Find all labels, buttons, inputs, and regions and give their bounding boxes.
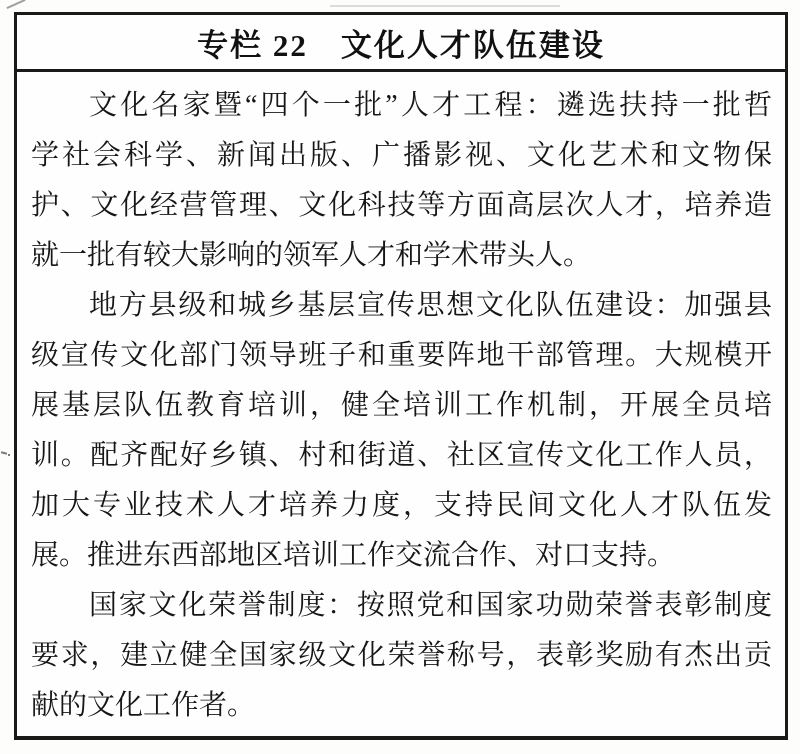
scan-artifact-left-mark [1, 449, 12, 457]
body-line: 献的文化工作者。 [31, 690, 256, 721]
body-line: 就一批有较大影响的领军人才和学术带头人。 [31, 240, 592, 271]
body-line: 国家文化荣誉制度：按照党和国家功勋荣誉表彰制度 [89, 590, 772, 621]
body-line: 展基层队伍教育培训，健全培训工作机制，开展全员培 [31, 390, 772, 421]
body-line: 展。推进东西部地区培训工作交流合作、对口支持。 [31, 540, 676, 571]
body-line: 文化名家暨“四个一批”人才工程：遴选扶持一批哲 [89, 90, 772, 121]
body-line: 护、文化经营管理、文化科技等方面高层次人才，培养造 [31, 190, 772, 221]
body-line: 训。配齐配好乡镇、村和街道、社区宣传文化工作人员， [31, 440, 772, 471]
feature-box-panel [14, 12, 788, 740]
body-line: 学社会科学、新闻出版、广播影视、文化艺术和文物保 [31, 140, 772, 171]
panel-title: 专栏 22 文化人才队伍建设 [17, 15, 785, 72]
body-line: 加大专业技术人才培养力度，支持民间文化人才队伍发 [31, 490, 772, 521]
body-line: 地方县级和城乡基层宣传思想文化队伍建设：加强县 [89, 290, 772, 321]
body-line: 要求，建立健全国家级文化荣誉称号，表彰奖励有杰出贡 [31, 640, 772, 671]
scan-artifact-top-smudge [330, 5, 560, 7]
scan-artifact-corner-dash [6, 0, 25, 9]
panel-body [17, 72, 785, 731]
body-line: 级宣传文化部门领导班子和重要阵地干部管理。大规模开 [31, 340, 772, 371]
